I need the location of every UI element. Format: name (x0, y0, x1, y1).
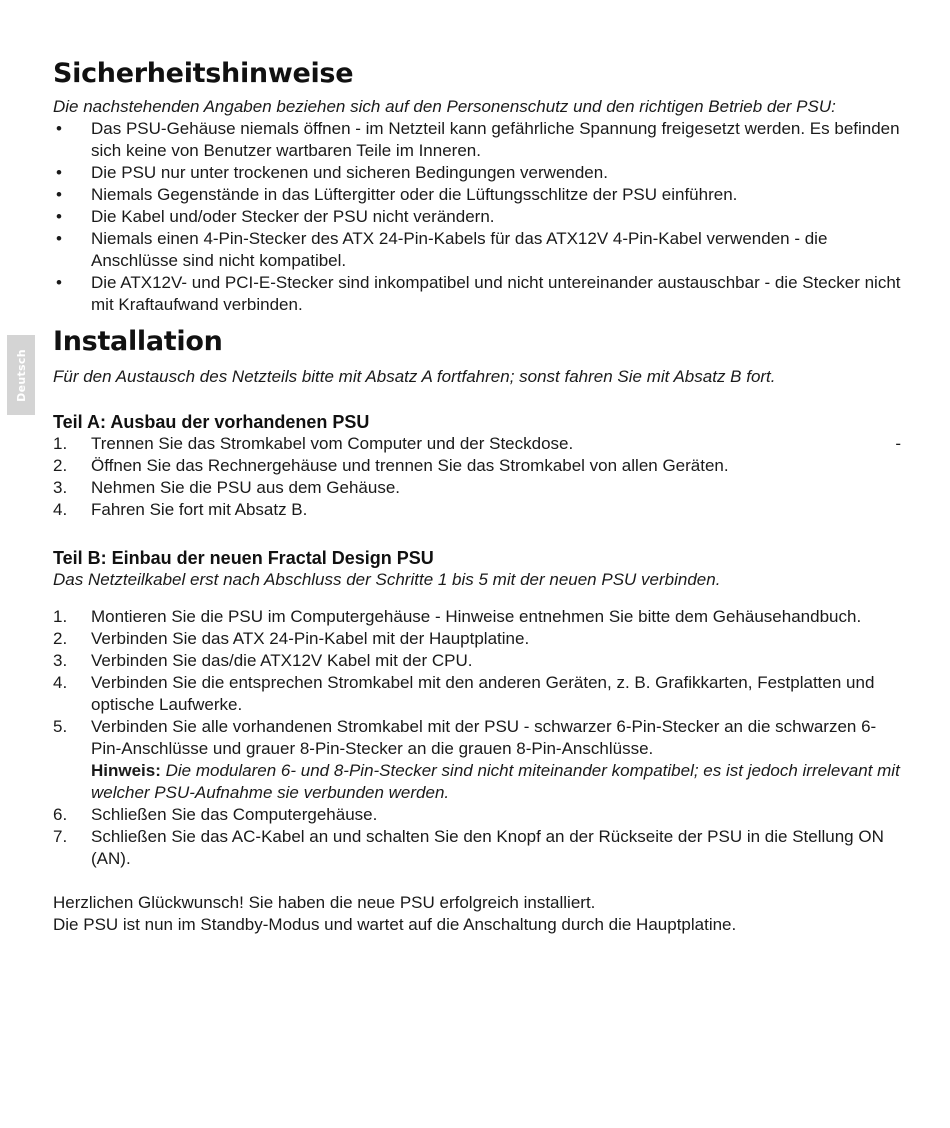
step-number: 2. (53, 456, 68, 475)
bullet-icon: • (56, 119, 62, 138)
list-item (53, 228, 905, 272)
list-item (53, 118, 905, 162)
installation-title: Installation (53, 326, 223, 357)
list-item (53, 272, 905, 316)
step-number: 4. (53, 500, 68, 519)
stray-dash: - (895, 434, 901, 453)
document-page (53, 58, 905, 936)
list-item (53, 606, 905, 628)
bullet-icon: • (56, 273, 62, 292)
closing-line-2: Die PSU ist nun im Standby-Modus und wartet auf die Anschaltung durch die Hauptplatine. (53, 915, 737, 934)
step-text: Fahren Sie fort mit Absatz B. (91, 500, 308, 519)
list-item (53, 455, 905, 477)
part-b-note: Das Netzteilkabel erst nach Abschluss der Schritte 1 bis 5 mit der neuen PSU verbinden. (53, 570, 721, 589)
bullet-icon: • (56, 207, 62, 226)
step-text: Verbinden Sie das ATX 24-Pin-Kabel mit der Hauptplatine. (91, 629, 530, 648)
list-item (53, 184, 905, 206)
part-b-steps (53, 606, 905, 870)
language-tab (7, 335, 35, 415)
list-item-text: Die ATX12V- und PCI-E-Stecker sind inkompatibel und nicht untereinander austauschbar - die Stecker nicht mit Kraftaufwand verbinden. (91, 273, 901, 314)
step-number: 5. (53, 717, 68, 736)
step-number: 6. (53, 805, 68, 824)
list-item (53, 499, 905, 521)
list-item-text: Das PSU-Gehäuse niemals öffnen - im Netzteil kann gefährliche Spannung freigesetzt werden. Es befinden sich keine von Benutzer wartbaren Teile im Inneren. (91, 119, 900, 160)
list-item-text: Die PSU nur unter trockenen und sicheren Bedingungen verwenden. (91, 163, 608, 182)
step-text: Schließen Sie das AC-Kabel an und schalten Sie den Knopf an der Rückseite der PSU in die Stellung ON (AN). (91, 827, 884, 868)
list-item (53, 672, 905, 716)
bullet-icon: • (56, 163, 62, 182)
list-item (53, 716, 905, 804)
step-number: 1. (53, 607, 68, 626)
list-item-text: Die Kabel und/oder Stecker der PSU nicht verändern. (91, 207, 495, 226)
list-item (53, 206, 905, 228)
language-tab-label: Deutsch (14, 348, 28, 402)
list-item (53, 162, 905, 184)
step-text: Nehmen Sie die PSU aus dem Gehäuse. (91, 478, 401, 497)
list-item (53, 628, 905, 650)
step-number: 2. (53, 629, 68, 648)
list-item (53, 477, 905, 499)
safety-intro: Die nachstehenden Angaben beziehen sich auf den Personenschutz und den richtigen Betrieb der PSU: (53, 97, 836, 116)
safety-title: Sicherheitshinweise (53, 58, 354, 89)
step-text: Verbinden Sie das/die ATX12V Kabel mit der CPU. (91, 651, 473, 670)
part-a-title: Teil A: Ausbau der vorhandenen PSU (53, 412, 370, 432)
list-item-text: Niemals einen 4-Pin-Stecker des ATX 24-Pin-Kabels für das ATX12V 4-Pin-Kabel verwenden - die Anschlüsse sind nicht kompatibel. (91, 229, 828, 270)
step-number: 3. (53, 478, 68, 497)
step-text: Montieren Sie die PSU im Computergehäuse - Hinweise entnehmen Sie bitte dem Gehäusehandbuch. (91, 607, 862, 626)
safety-list (53, 118, 905, 316)
step-text: Verbinden Sie alle vorhandenen Stromkabel mit der PSU - schwarzer 6-Pin-Stecker an die schwarzen 6-Pin-Anschlüsse und grauer 8-Pin-Stecker an die grauen 8-Pin-Anschlüsse. (91, 717, 877, 758)
list-item (53, 433, 905, 455)
list-item-text: Niemals Gegenstände in das Lüftergitter oder die Lüftungsschlitze der PSU einführen. (91, 185, 738, 204)
list-item (53, 826, 905, 870)
bullet-icon: • (56, 185, 62, 204)
step-text: Verbinden Sie die entsprechen Stromkabel mit den anderen Geräten, z. B. Grafikkarten, Festplatten und optische Laufwerke. (91, 673, 875, 714)
list-item (53, 804, 905, 826)
part-b-title: Teil B: Einbau der neuen Fractal Design PSU (53, 548, 434, 568)
step-number: 4. (53, 673, 68, 692)
step-text: Schließen Sie das Computergehäuse. (91, 805, 378, 824)
closing-line-1: Herzlichen Glückwunsch! Sie haben die neue PSU erfolgreich installiert. (53, 893, 596, 912)
list-item (53, 650, 905, 672)
step-number: 7. (53, 827, 68, 846)
hint-text: Die modularen 6- und 8-Pin-Stecker sind nicht miteinander kompatibel; es ist jedoch irrelevant mit welcher PSU-Aufnahme sie verbunden werden. (91, 761, 900, 802)
step-text: Trennen Sie das Stromkabel vom Computer und der Steckdose. (91, 434, 574, 453)
installation-intro: Für den Austausch des Netzteils bitte mit Absatz A fortfahren; sonst fahren Sie mit Absatz B fort. (53, 367, 776, 386)
step-number: 1. (53, 434, 68, 453)
step-number: 3. (53, 651, 68, 670)
hint-label: Hinweis: (91, 761, 161, 780)
part-a-steps (53, 433, 905, 521)
bullet-icon: • (56, 229, 62, 248)
step-text: Öffnen Sie das Rechnergehäuse und trennen Sie das Stromkabel von allen Geräten. (91, 456, 729, 475)
